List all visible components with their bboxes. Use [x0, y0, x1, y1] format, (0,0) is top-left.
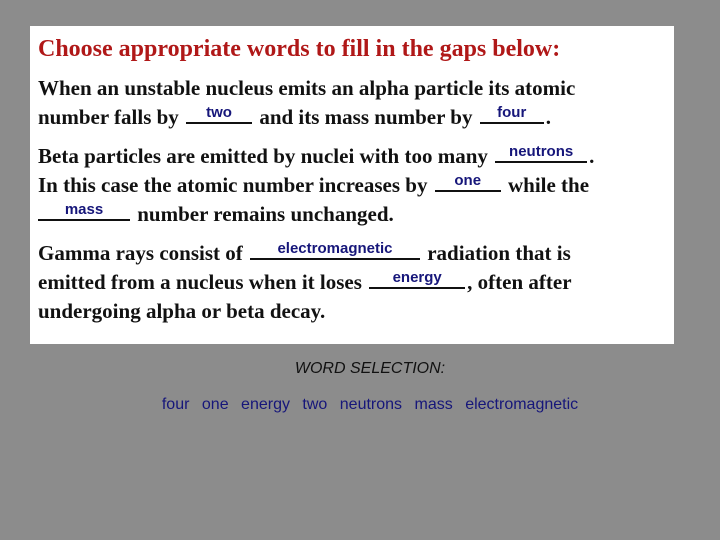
text: number falls by [38, 105, 179, 129]
gap-blank[interactable] [480, 104, 544, 124]
gap-blank[interactable] [250, 240, 420, 260]
text: emitted from a nucleus when it loses [38, 270, 362, 294]
gap-answer: two [206, 104, 232, 121]
text: . [545, 105, 551, 129]
text: while the [507, 173, 590, 197]
word-option[interactable]: electromagnetic [465, 396, 579, 413]
word-option[interactable]: two [302, 396, 328, 413]
gap-answer: mass [64, 201, 104, 218]
word-selection-list [0, 396, 720, 414]
gap-answer: energy [392, 269, 442, 286]
text: Gamma rays consist of [38, 241, 243, 265]
gap-blank[interactable] [369, 269, 465, 289]
gap-answer: four [497, 104, 527, 121]
text: . [589, 144, 595, 168]
text: In this case the atomic number increases by [38, 173, 428, 197]
paragraph-alpha [38, 74, 674, 132]
text: Beta particles are emitted by nuclei with too many [38, 144, 488, 168]
text: radiation that is [427, 241, 571, 265]
gap-answer: one [454, 172, 482, 189]
text: number remains unchanged. [137, 202, 394, 226]
paragraph-beta [38, 142, 674, 229]
gap-blank[interactable] [38, 201, 130, 221]
word-selection-title: WORD SELECTION: [294, 360, 446, 377]
text: , often after [467, 270, 572, 294]
word-option[interactable]: four [161, 396, 190, 413]
text: When an unstable nucleus emits an alpha particle its atomic [38, 76, 576, 100]
question-card [30, 26, 674, 344]
word-option[interactable]: energy [241, 396, 290, 413]
text: and its mass number by [259, 105, 473, 129]
word-option[interactable]: neutrons [339, 396, 403, 413]
gap-blank[interactable] [495, 143, 587, 163]
gap-answer: electromagnetic [277, 240, 393, 257]
paragraph-gamma [38, 239, 674, 326]
word-option[interactable]: mass [414, 396, 453, 413]
page-title: Choose appropriate words to fill in the gaps below: [38, 36, 561, 62]
gap-blank[interactable] [186, 104, 252, 124]
word-option[interactable]: one [201, 396, 229, 413]
gap-blank[interactable] [435, 172, 501, 192]
text: undergoing alpha or beta decay. [38, 299, 326, 323]
gap-answer: neutrons [509, 143, 574, 160]
